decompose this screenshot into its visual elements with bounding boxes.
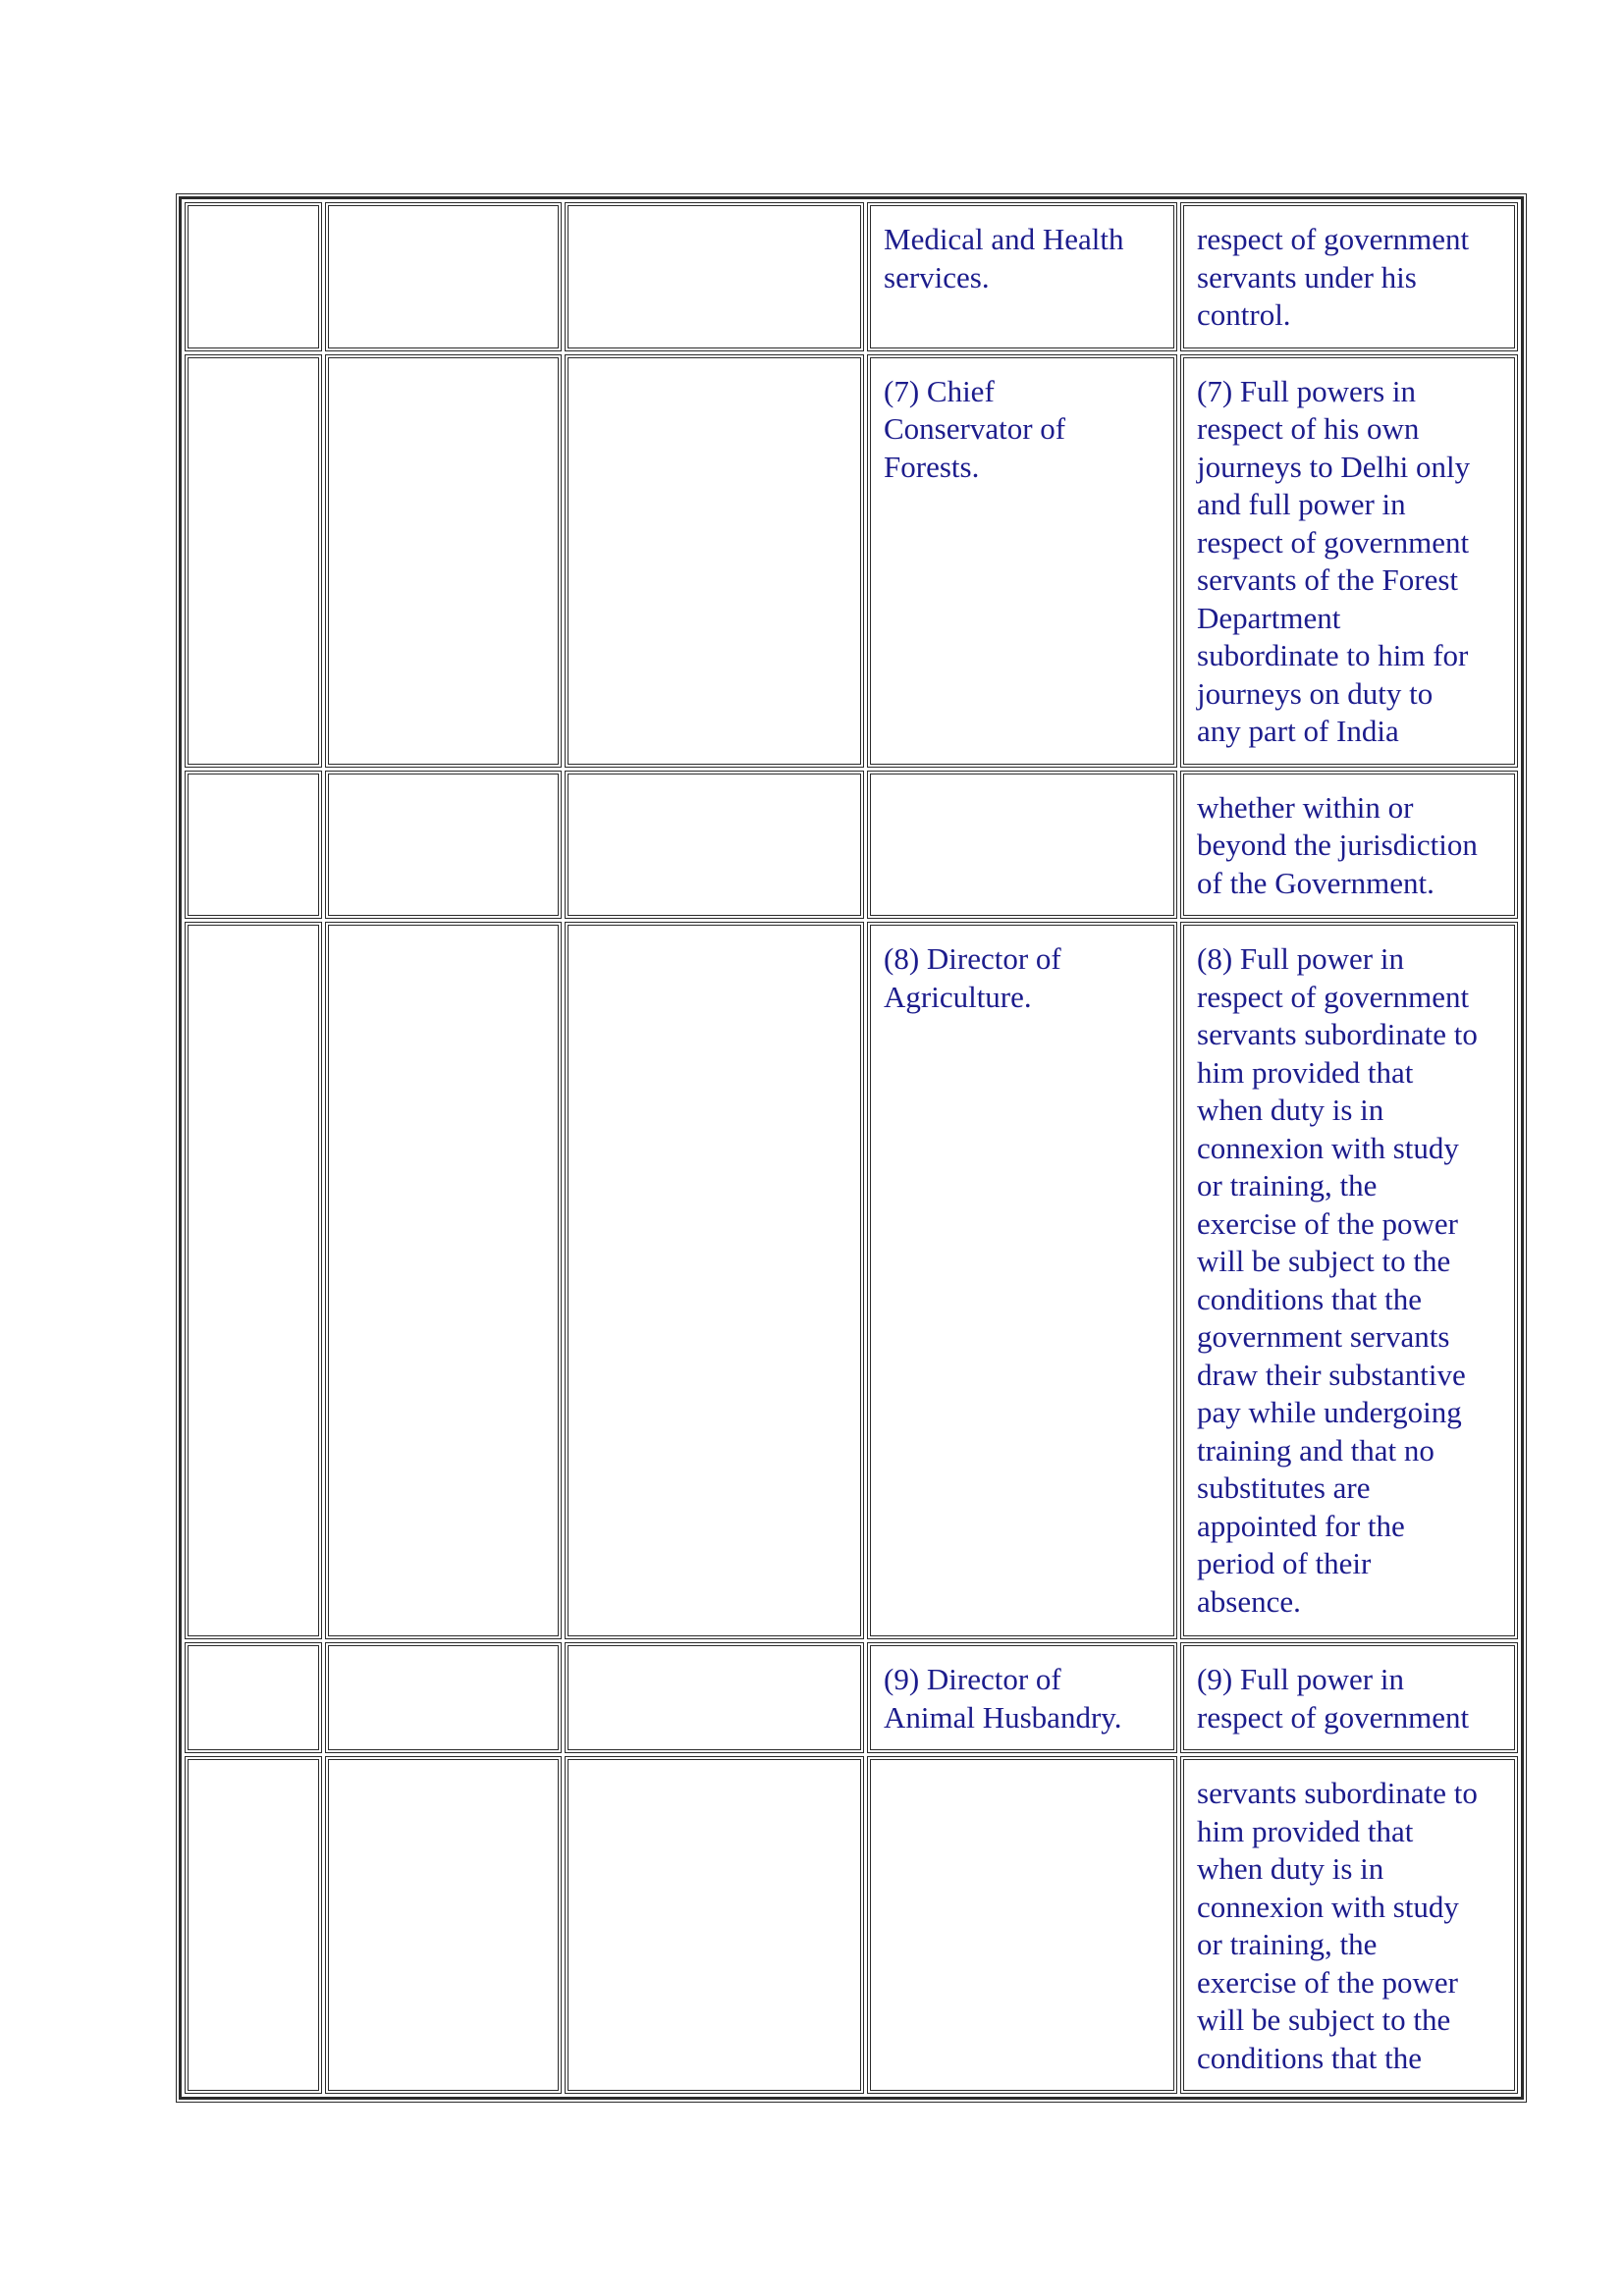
powers-text: servants subordinate to him provided that when duty is in connexion with study or training, the exercise of the power will be subject to the conditions that the	[1197, 1776, 1478, 2075]
powers-table	[179, 196, 1524, 2100]
table-cell-col1	[185, 771, 322, 920]
authority-text: (7) Chief Conservator of Forests.	[884, 373, 1066, 484]
powers-text: whether within or beyond the jurisdiction of the Government.	[1197, 789, 1478, 900]
table-cell-col3	[565, 922, 864, 1639]
table-row	[185, 1756, 1518, 2094]
table-cell-col1	[185, 922, 322, 1639]
powers-cell	[1180, 1756, 1518, 2094]
table-row	[185, 202, 1518, 351]
authority-text: Medical and Health services.	[884, 222, 1124, 294]
powers-text: (8) Full power in respect of government servants subordinate to him provided that when duty is in connexion with study or training, the exercise of the power will be subject to the conditions that the government servants draw their substantive pay while undergoing training and that no substitutes are appointed for the period of their absence.	[1197, 941, 1478, 1619]
table-cell-col2	[325, 1756, 562, 2094]
authority-text: (9) Director of Animal Husbandry.	[884, 1662, 1122, 1735]
authority-cell	[867, 202, 1177, 351]
table-cell-col3	[565, 354, 864, 768]
table-row	[185, 354, 1518, 768]
table-cell-col3	[565, 1756, 864, 2094]
table-cell-col1	[185, 354, 322, 768]
powers-text: (7) Full powers in respect of his own journeys to Delhi only and full power in respect of government servants of the Forest Department subordinate to him for journeys on duty to any part of India	[1197, 373, 1471, 748]
table-cell-col3	[565, 771, 864, 920]
table-cell-col3	[565, 202, 864, 351]
powers-text: (9) Full power in respect of government	[1197, 1662, 1470, 1735]
table-cell-col1	[185, 1756, 322, 2094]
powers-cell	[1180, 922, 1518, 1639]
authority-cell	[867, 1756, 1177, 2094]
authority-cell	[867, 1642, 1177, 1753]
table-cell-col2	[325, 1642, 562, 1753]
powers-cell	[1180, 202, 1518, 351]
powers-cell	[1180, 771, 1518, 920]
powers-cell	[1180, 354, 1518, 768]
table-cell-col2	[325, 771, 562, 920]
table-cell-col2	[325, 354, 562, 768]
table-cell-col3	[565, 1642, 864, 1753]
authority-cell	[867, 354, 1177, 768]
table-row	[185, 1642, 1518, 1753]
authority-cell	[867, 922, 1177, 1639]
table-row	[185, 771, 1518, 920]
table-row	[185, 922, 1518, 1639]
powers-text: respect of government servants under his control.	[1197, 222, 1470, 332]
authority-cell	[867, 771, 1177, 920]
table-cell-col2	[325, 922, 562, 1639]
powers-cell	[1180, 1642, 1518, 1753]
table-cell-col1	[185, 1642, 322, 1753]
authority-text: (8) Director of Agriculture.	[884, 941, 1061, 1014]
table-cell-col2	[325, 202, 562, 351]
table-cell-col1	[185, 202, 322, 351]
